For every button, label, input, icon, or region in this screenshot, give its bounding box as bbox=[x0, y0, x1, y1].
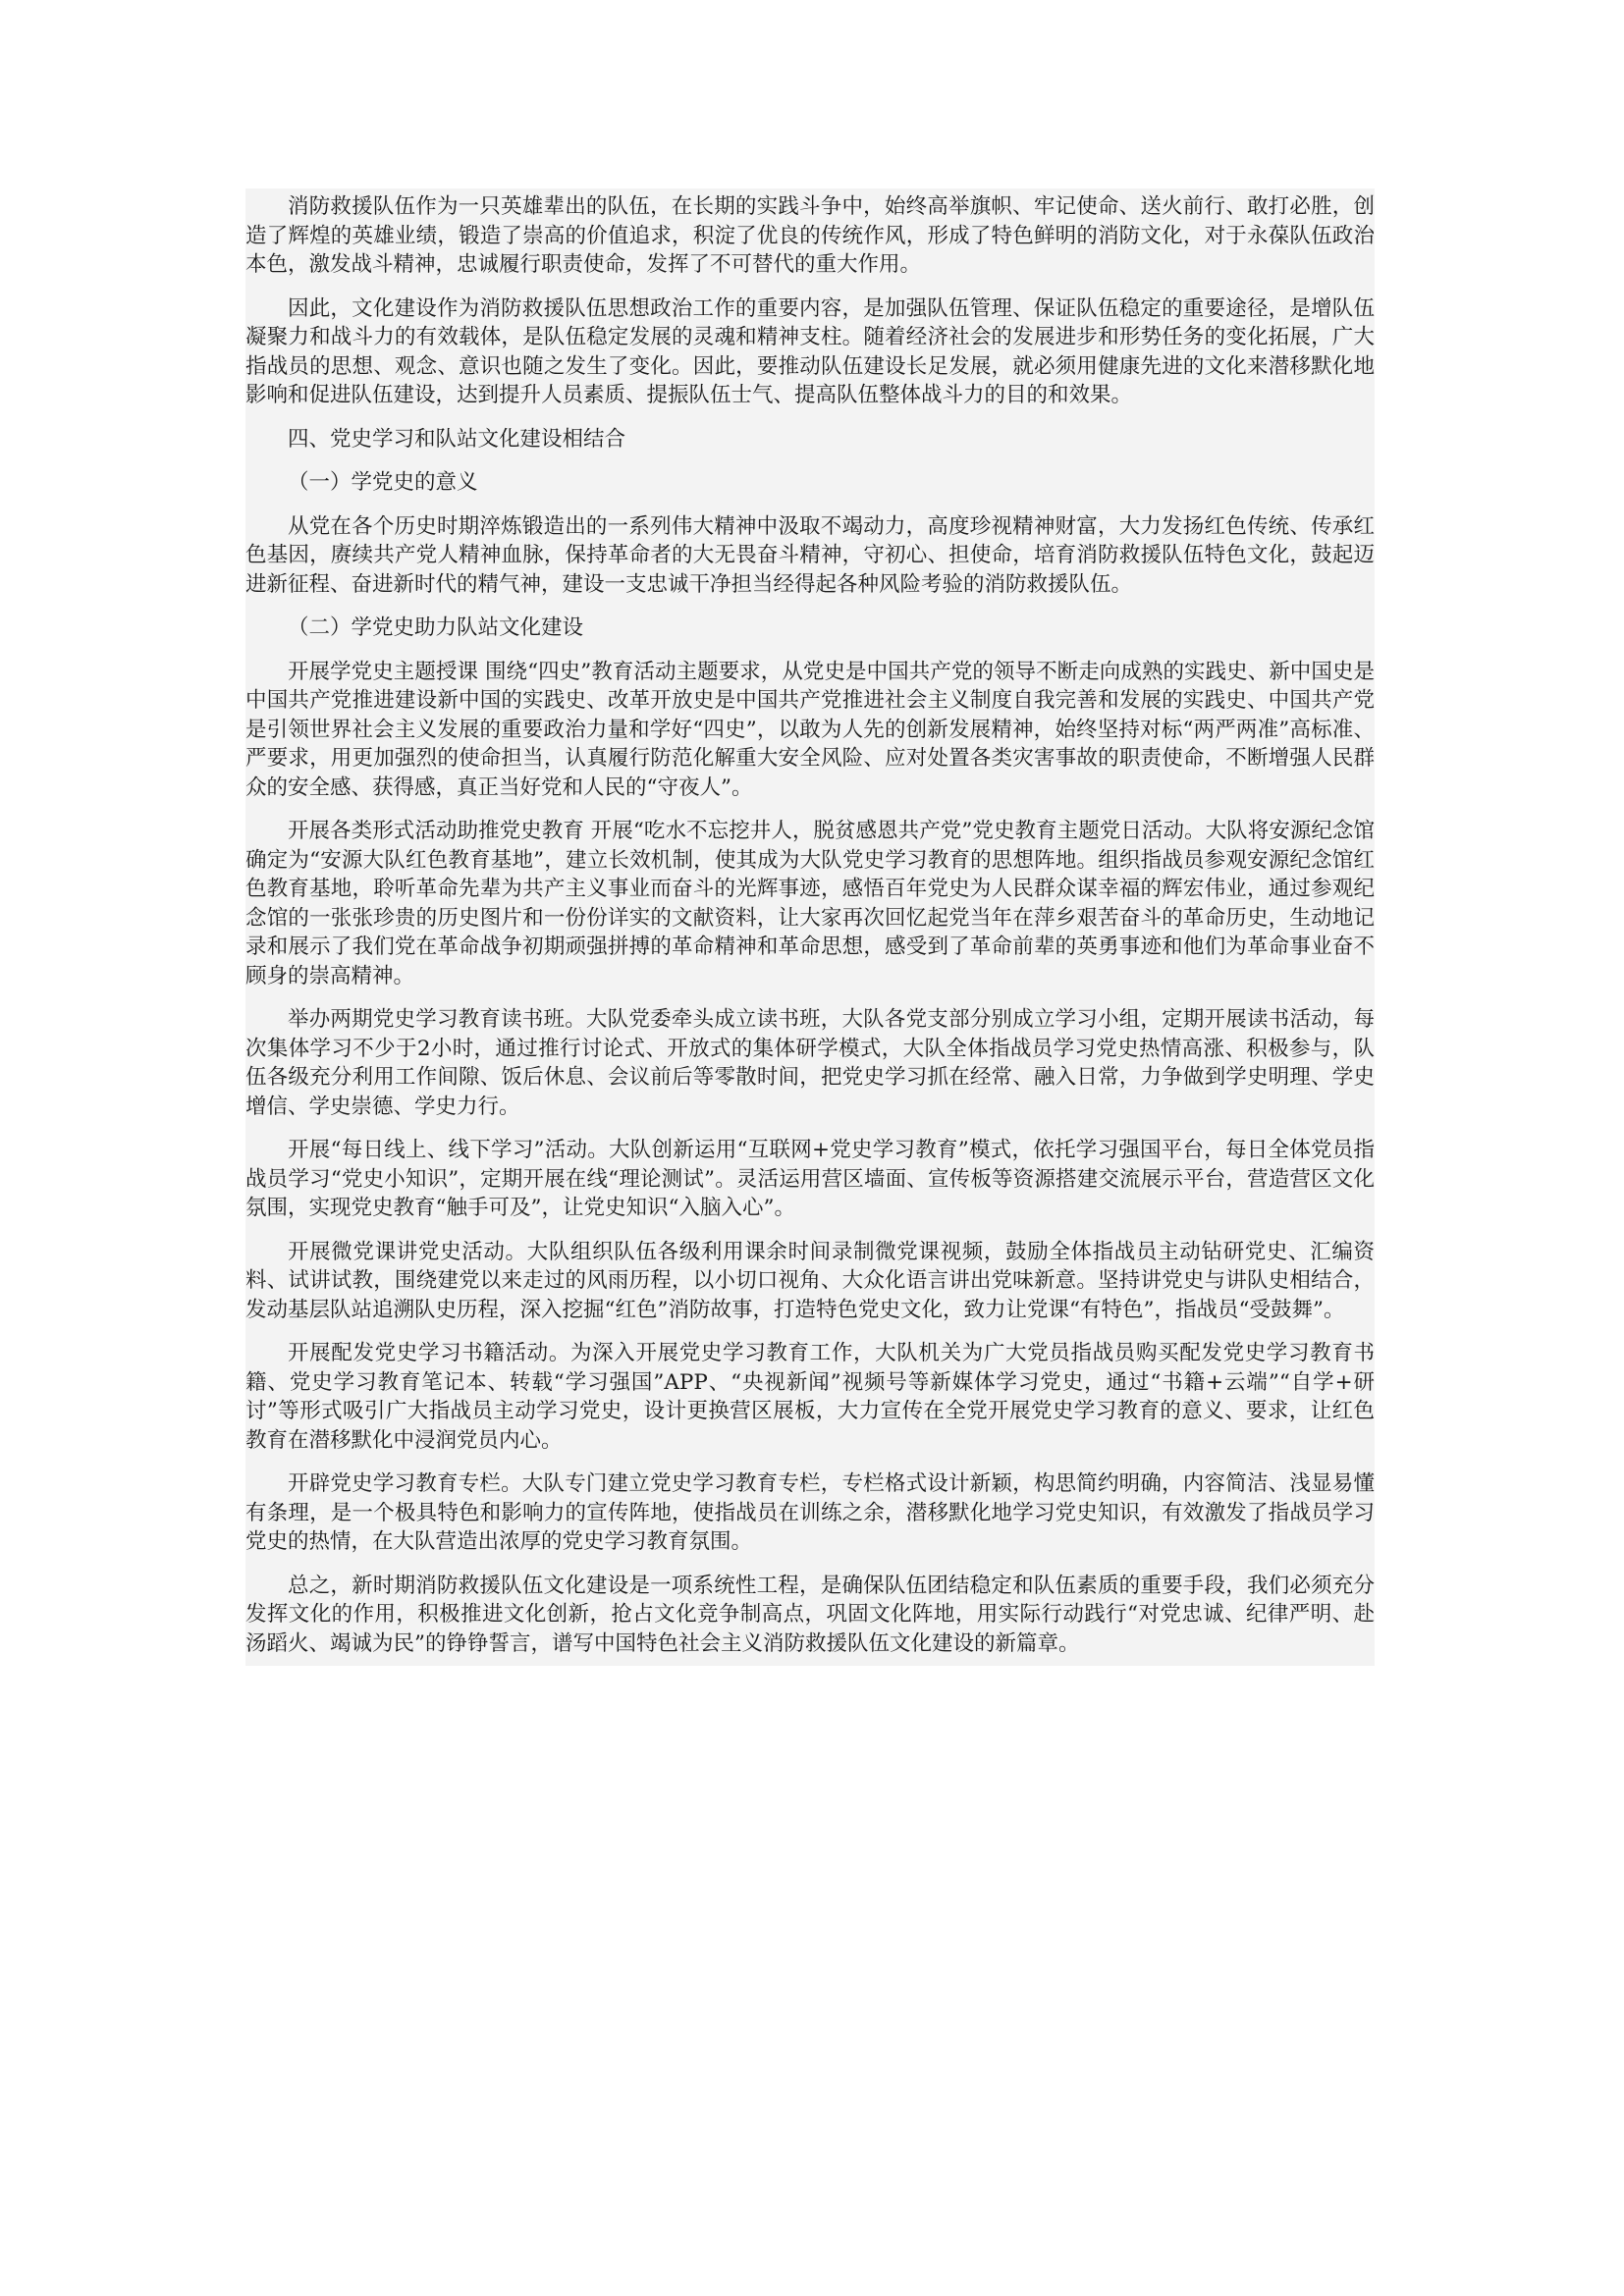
document-body bbox=[245, 188, 1375, 1666]
paragraph: 开展各类形式活动助推党史教育 开展“吃水不忘挖井人，脱贫感恩共产党”党史教育主题党日活动。大队将安源纪念馆确定为“安源大队红色教育基地”，建立长效机制，使其成为大队党史学习教育的思想阵地。组织指战员参观安源纪念馆红色教育基地，聆听革命先辈为共产主义事业而奋斗的光辉事迹，感悟百年党史为人民群众谋幸福的辉宏伟业，通过参观纪念馆的一张张珍贵的历史图片和一份份详实的文献资料，让大家再次回忆起党当年在萍乡艰苦奋斗的革命历史，生动地记录和展示了我们党在革命战争初期顽强拼搏的革命精神和革命思想，感受到了革命前辈的英勇事迹和他们为革命事业奋不顾身的崇高精神。 bbox=[245, 819, 1375, 988]
paragraph: 开展学党史主题授课 围绕“四史”教育活动主题要求，从党史是中国共产党的领导不断走向成熟的实践史、新中国史是中国共产党推进建设新中国的实践史、改革开放史是中国共产党推进社会主义制度自我完善和发展的实践史、中国共产党是引领世界社会主义发展的重要政治力量和学好“四史”，以敢为人先的创新发展精神，始终坚持对标“两严两准”高标准、严要求，用更加强烈的使命担当，认真履行防范化解重大安全风险、应对处置各类灾害事故的职责使命，不断增强人民群众的安全感、获得感，真正当好党和人民的“守夜人”。 bbox=[245, 659, 1375, 800]
paragraph: 总之，新时期消防救援队伍文化建设是一项系统性工程，是确保队伍团结稳定和队伍素质的重要手段，我们必须充分发挥文化的作用，积极推进文化创新，抢占文化竞争制高点，巩固文化阵地，用实际行动践行“对党忠诚、纪律严明、赴汤蹈火、竭诚为民”的铮铮誓言，谱写中国特色社会主义消防救援队伍文化建设的新篇章。 bbox=[245, 1573, 1375, 1656]
paragraph: 消防救援队伍作为一只英雄辈出的队伍，在长期的实践斗争中，始终高举旗帜、牢记使命、送火前行、敢打必胜，创造了辉煌的英雄业绩，锻造了崇高的价值追求，积淀了优良的传统作风，形成了特色鲜明的消防文化，对于永葆队伍政治本色，激发战斗精神，忠诚履行职责使命，发挥了不可替代的重大作用。 bbox=[245, 194, 1375, 277]
paragraph: 开展微党课讲党史活动。大队组织队伍各级利用课余时间录制微党课视频，鼓励全体指战员主动钻研党史、汇编资料、试讲试教，围绕建党以来走过的风雨历程，以小切口视角、大众化语言讲出党味新意。坚持讲党史与讲队史相结合，发动基层队站追溯队史历程，深入挖掘“红色”消防故事，打造特色党史文化，致力让党课“有特色”，指战员“受鼓舞”。 bbox=[245, 1239, 1375, 1322]
subsection-heading: （二）学党史助力队站文化建设 bbox=[288, 615, 584, 640]
subsection-heading: （一）学党史的意义 bbox=[288, 470, 478, 495]
paragraph: 从党在各个历史时期淬炼锻造出的一系列伟大精神中汲取不竭动力，高度珍视精神财富，大力发扬红色传统、传承红色基因，赓续共产党人精神血脉，保持革命者的大无畏奋斗精神，守初心、担使命，培育消防救援队伍特色文化，鼓起迈进新征程、奋进新时代的精气神，建设一支忠诚干净担当经得起各种风险考验的消防救援队伍。 bbox=[245, 513, 1375, 597]
paragraph: 开展配发党史学习书籍活动。为深入开展党史学习教育工作，大队机关为广大党员指战员购买配发党史学习教育书籍、党史学习教育笔记本、转载“学习强国”APP、“央视新闻”视频号等新媒体学习党史，通过“书籍+云端”“自学+研讨”等形式吸引广大指战员主动学习党史，设计更换营区展板，大力宣传在全党开展党史学习教育的意义、要求，让红色教育在潜移默化中浸润党员内心。 bbox=[245, 1341, 1375, 1453]
paragraph: 举办两期党史学习教育读书班。大队党委牵头成立读书班，大队各党支部分别成立学习小组，定期开展读书活动，每次集体学习不少于2小时，通过推行讨论式、开放式的集体研学模式，大队全体指战员学习党史热情高涨、积极参与，队伍各级充分利用工作间隙、饭后休息、会议前后等零散时间，把党史学习抓在经常、融入日常，力争做到学史明理、学史增信、学史崇德、学史力行。 bbox=[245, 1007, 1375, 1119]
section-heading: 四、党史学习和队站文化建设相结合 bbox=[288, 426, 626, 452]
paragraph: 开展“每日线上、线下学习”活动。大队创新运用“互联网+党史学习教育”模式，依托学习强国平台，每日全体党员指战员学习“党史小知识”，定期开展在线“理论测试”。灵活运用营区墙面、宣传板等资源搭建交流展示平台，营造营区文化氛围，实现党史教育“触手可及”，让党史知识“入脑入心”。 bbox=[245, 1138, 1375, 1220]
paragraph: 开辟党史学习教育专栏。大队专门建立党史学习教育专栏，专栏格式设计新颖，构思简约明确，内容简洁、浅显易懂有条理，是一个极具特色和影响力的宣传阵地，使指战员在训练之余，潜移默化地学习党史知识，有效激发了指战员学习党史的热情，在大队营造出浓厚的党史学习教育氛围。 bbox=[245, 1471, 1375, 1554]
paragraph: 因此，文化建设作为消防救援队伍思想政治工作的重要内容，是加强队伍管理、保证队伍稳定的重要途径，是增队伍凝聚力和战斗力的有效载体，是队伍稳定发展的灵魂和精神支柱。随着经济社会的发展进步和形势任务的变化拓展，广大指战员的思想、观念、意识也随之发生了变化。因此，要推动队伍建设长足发展，就必须用健康先进的文化来潜移默化地影响和促进队伍建设，达到提升人员素质、提振队伍士气、提高队伍整体战斗力的目的和效果。 bbox=[245, 295, 1375, 407]
